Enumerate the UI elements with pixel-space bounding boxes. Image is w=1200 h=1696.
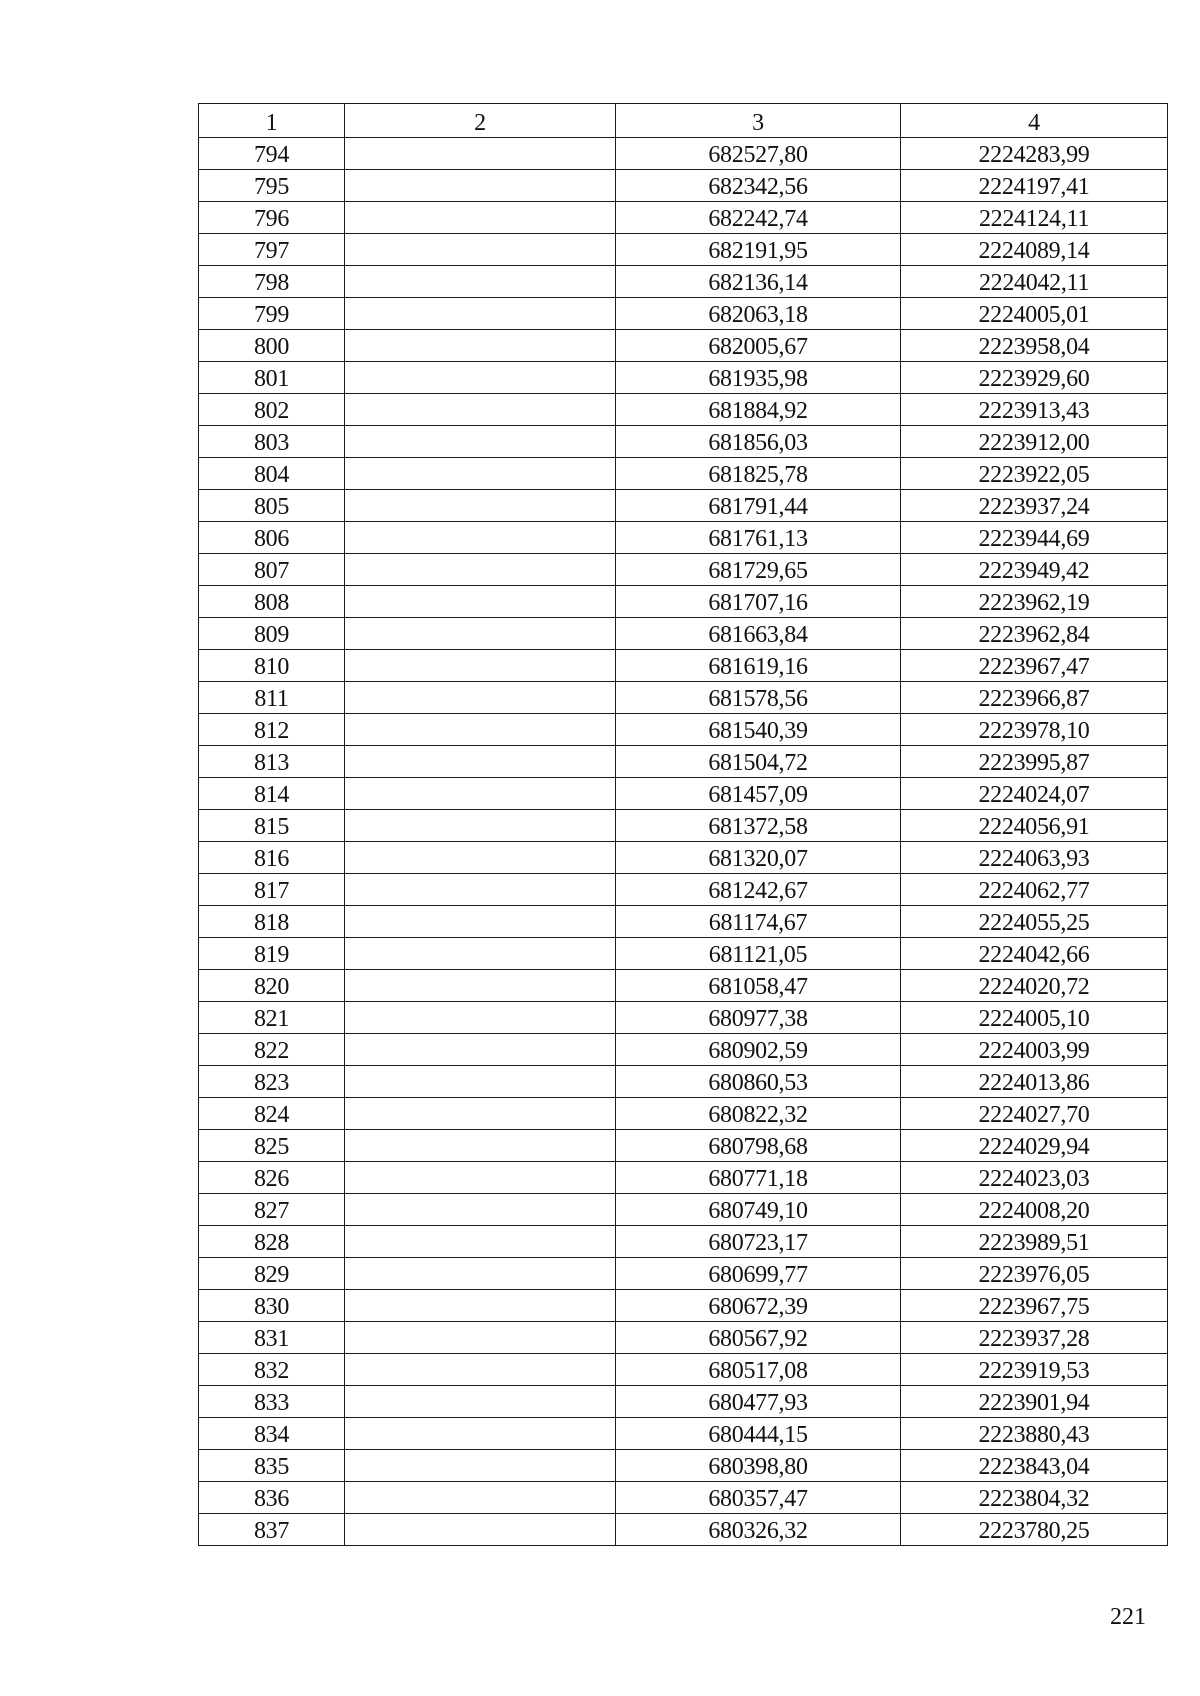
description-cell bbox=[345, 1194, 616, 1226]
coordinate-x-cell: 680798,68 bbox=[616, 1130, 901, 1162]
coordinate-y-cell: 2223962,19 bbox=[901, 586, 1168, 618]
point-number-cell: 833 bbox=[199, 1386, 345, 1418]
description-cell bbox=[345, 1034, 616, 1066]
table-row bbox=[199, 1290, 1168, 1322]
coordinate-y-cell: 2224056,91 bbox=[901, 810, 1168, 842]
coordinate-y-cell: 2223967,47 bbox=[901, 650, 1168, 682]
point-number-cell: 798 bbox=[199, 266, 345, 298]
description-cell bbox=[345, 522, 616, 554]
coordinate-x-cell: 680902,59 bbox=[616, 1034, 901, 1066]
table-row bbox=[199, 1130, 1168, 1162]
coordinate-x-cell: 680357,47 bbox=[616, 1482, 901, 1514]
table-row bbox=[199, 426, 1168, 458]
coordinates-table bbox=[198, 103, 1168, 1546]
description-cell bbox=[345, 1226, 616, 1258]
coordinate-x-cell: 682005,67 bbox=[616, 330, 901, 362]
point-number-cell: 832 bbox=[199, 1354, 345, 1386]
table-row bbox=[199, 650, 1168, 682]
table-row bbox=[199, 394, 1168, 426]
point-number-cell: 810 bbox=[199, 650, 345, 682]
description-cell bbox=[345, 234, 616, 266]
point-number-cell: 824 bbox=[199, 1098, 345, 1130]
point-number-cell: 802 bbox=[199, 394, 345, 426]
column-header-3: 3 bbox=[616, 104, 901, 138]
table-row bbox=[199, 938, 1168, 970]
point-number-cell: 803 bbox=[199, 426, 345, 458]
description-cell bbox=[345, 714, 616, 746]
point-number-cell: 811 bbox=[199, 682, 345, 714]
coordinate-x-cell: 680977,38 bbox=[616, 1002, 901, 1034]
point-number-cell: 808 bbox=[199, 586, 345, 618]
point-number-cell: 794 bbox=[199, 138, 345, 170]
table-row bbox=[199, 1354, 1168, 1386]
coordinate-x-cell: 681856,03 bbox=[616, 426, 901, 458]
table-row bbox=[199, 234, 1168, 266]
coordinate-y-cell: 2224124,11 bbox=[901, 202, 1168, 234]
coordinate-y-cell: 2224055,25 bbox=[901, 906, 1168, 938]
coordinate-y-cell: 2223966,87 bbox=[901, 682, 1168, 714]
description-cell bbox=[345, 746, 616, 778]
table-row bbox=[199, 1418, 1168, 1450]
coordinate-y-cell: 2224020,72 bbox=[901, 970, 1168, 1002]
description-cell bbox=[345, 1322, 616, 1354]
table-row bbox=[199, 714, 1168, 746]
description-cell bbox=[345, 170, 616, 202]
coordinate-y-cell: 2224005,10 bbox=[901, 1002, 1168, 1034]
coordinate-x-cell: 681457,09 bbox=[616, 778, 901, 810]
description-cell bbox=[345, 266, 616, 298]
coordinate-y-cell: 2223929,60 bbox=[901, 362, 1168, 394]
coordinate-x-cell: 682136,14 bbox=[616, 266, 901, 298]
point-number-cell: 818 bbox=[199, 906, 345, 938]
description-cell bbox=[345, 618, 616, 650]
table-row bbox=[199, 970, 1168, 1002]
table-row bbox=[199, 746, 1168, 778]
coordinate-x-cell: 681121,05 bbox=[616, 938, 901, 970]
table-row bbox=[199, 330, 1168, 362]
table-row bbox=[199, 682, 1168, 714]
description-cell bbox=[345, 810, 616, 842]
column-header-2: 2 bbox=[345, 104, 616, 138]
point-number-cell: 800 bbox=[199, 330, 345, 362]
coordinate-x-cell: 681707,16 bbox=[616, 586, 901, 618]
coordinate-x-cell: 680699,77 bbox=[616, 1258, 901, 1290]
coordinate-y-cell: 2224029,94 bbox=[901, 1130, 1168, 1162]
coordinate-y-cell: 2223937,24 bbox=[901, 490, 1168, 522]
coordinate-x-cell: 680723,17 bbox=[616, 1226, 901, 1258]
point-number-cell: 819 bbox=[199, 938, 345, 970]
coordinate-y-cell: 2223978,10 bbox=[901, 714, 1168, 746]
table-row bbox=[199, 1162, 1168, 1194]
point-number-cell: 813 bbox=[199, 746, 345, 778]
point-number-cell: 827 bbox=[199, 1194, 345, 1226]
point-number-cell: 831 bbox=[199, 1322, 345, 1354]
description-cell bbox=[345, 1386, 616, 1418]
description-cell bbox=[345, 1130, 616, 1162]
coordinate-x-cell: 682242,74 bbox=[616, 202, 901, 234]
point-number-cell: 830 bbox=[199, 1290, 345, 1322]
coordinate-x-cell: 681372,58 bbox=[616, 810, 901, 842]
point-number-cell: 799 bbox=[199, 298, 345, 330]
table-row bbox=[199, 458, 1168, 490]
coordinate-x-cell: 681174,67 bbox=[616, 906, 901, 938]
table-row bbox=[199, 1514, 1168, 1546]
coordinate-x-cell: 681791,44 bbox=[616, 490, 901, 522]
description-cell bbox=[345, 458, 616, 490]
coordinate-x-cell: 681884,92 bbox=[616, 394, 901, 426]
coordinate-x-cell: 680477,93 bbox=[616, 1386, 901, 1418]
table-body bbox=[199, 138, 1168, 1546]
point-number-cell: 826 bbox=[199, 1162, 345, 1194]
coordinate-x-cell: 681058,47 bbox=[616, 970, 901, 1002]
column-header-4: 4 bbox=[901, 104, 1168, 138]
point-number-cell: 801 bbox=[199, 362, 345, 394]
coordinate-x-cell: 680860,53 bbox=[616, 1066, 901, 1098]
page-number: 221 bbox=[1110, 1604, 1146, 1630]
table-row bbox=[199, 1034, 1168, 1066]
coordinate-x-cell: 680749,10 bbox=[616, 1194, 901, 1226]
table-row bbox=[199, 522, 1168, 554]
point-number-cell: 814 bbox=[199, 778, 345, 810]
description-cell bbox=[345, 1258, 616, 1290]
point-number-cell: 828 bbox=[199, 1226, 345, 1258]
coordinate-y-cell: 2223958,04 bbox=[901, 330, 1168, 362]
coordinate-x-cell: 681729,65 bbox=[616, 554, 901, 586]
description-cell bbox=[345, 1418, 616, 1450]
table-row bbox=[199, 170, 1168, 202]
coordinate-y-cell: 2223949,42 bbox=[901, 554, 1168, 586]
description-cell bbox=[345, 394, 616, 426]
description-cell bbox=[345, 650, 616, 682]
description-cell bbox=[345, 1002, 616, 1034]
coordinate-x-cell: 681504,72 bbox=[616, 746, 901, 778]
coordinate-y-cell: 2223989,51 bbox=[901, 1226, 1168, 1258]
description-cell bbox=[345, 298, 616, 330]
coordinate-y-cell: 2224013,86 bbox=[901, 1066, 1168, 1098]
point-number-cell: 836 bbox=[199, 1482, 345, 1514]
coordinate-y-cell: 2224024,07 bbox=[901, 778, 1168, 810]
table-row bbox=[199, 298, 1168, 330]
description-cell bbox=[345, 1098, 616, 1130]
point-number-cell: 820 bbox=[199, 970, 345, 1002]
table-row bbox=[199, 1258, 1168, 1290]
coordinate-x-cell: 682063,18 bbox=[616, 298, 901, 330]
table-row bbox=[199, 202, 1168, 234]
table-row bbox=[199, 362, 1168, 394]
coordinate-y-cell: 2223843,04 bbox=[901, 1450, 1168, 1482]
coordinate-y-cell: 2224003,99 bbox=[901, 1034, 1168, 1066]
coordinate-x-cell: 680567,92 bbox=[616, 1322, 901, 1354]
table-row bbox=[199, 1450, 1168, 1482]
point-number-cell: 837 bbox=[199, 1514, 345, 1546]
point-number-cell: 822 bbox=[199, 1034, 345, 1066]
point-number-cell: 816 bbox=[199, 842, 345, 874]
description-cell bbox=[345, 842, 616, 874]
description-cell bbox=[345, 362, 616, 394]
coordinate-x-cell: 680326,32 bbox=[616, 1514, 901, 1546]
coordinate-x-cell: 682527,80 bbox=[616, 138, 901, 170]
coordinate-x-cell: 680444,15 bbox=[616, 1418, 901, 1450]
coordinate-y-cell: 2223913,43 bbox=[901, 394, 1168, 426]
description-cell bbox=[345, 586, 616, 618]
table-row bbox=[199, 778, 1168, 810]
coordinate-y-cell: 2224089,14 bbox=[901, 234, 1168, 266]
table-row bbox=[199, 618, 1168, 650]
description-cell bbox=[345, 1290, 616, 1322]
description-cell bbox=[345, 138, 616, 170]
point-number-cell: 806 bbox=[199, 522, 345, 554]
table-row bbox=[199, 1226, 1168, 1258]
description-cell bbox=[345, 906, 616, 938]
point-number-cell: 797 bbox=[199, 234, 345, 266]
coordinate-y-cell: 2223944,69 bbox=[901, 522, 1168, 554]
coordinate-y-cell: 2223967,75 bbox=[901, 1290, 1168, 1322]
description-cell bbox=[345, 938, 616, 970]
description-cell bbox=[345, 426, 616, 458]
point-number-cell: 823 bbox=[199, 1066, 345, 1098]
table-row bbox=[199, 1482, 1168, 1514]
coordinate-x-cell: 682342,56 bbox=[616, 170, 901, 202]
coordinate-y-cell: 2224005,01 bbox=[901, 298, 1168, 330]
table-row bbox=[199, 554, 1168, 586]
description-cell bbox=[345, 554, 616, 586]
table-row bbox=[199, 810, 1168, 842]
coordinate-x-cell: 680771,18 bbox=[616, 1162, 901, 1194]
coordinate-y-cell: 2223912,00 bbox=[901, 426, 1168, 458]
coordinate-y-cell: 2223995,87 bbox=[901, 746, 1168, 778]
coordinate-y-cell: 2224283,99 bbox=[901, 138, 1168, 170]
coordinate-x-cell: 681935,98 bbox=[616, 362, 901, 394]
coordinate-y-cell: 2223937,28 bbox=[901, 1322, 1168, 1354]
table-row bbox=[199, 906, 1168, 938]
coordinate-x-cell: 680398,80 bbox=[616, 1450, 901, 1482]
coordinate-y-cell: 2223919,53 bbox=[901, 1354, 1168, 1386]
column-header-1: 1 bbox=[199, 104, 345, 138]
point-number-cell: 821 bbox=[199, 1002, 345, 1034]
description-cell bbox=[345, 1066, 616, 1098]
coordinate-y-cell: 2224197,41 bbox=[901, 170, 1168, 202]
table-row bbox=[199, 586, 1168, 618]
coordinate-y-cell: 2223901,94 bbox=[901, 1386, 1168, 1418]
description-cell bbox=[345, 490, 616, 522]
table-row bbox=[199, 490, 1168, 522]
point-number-cell: 805 bbox=[199, 490, 345, 522]
coordinate-x-cell: 681761,13 bbox=[616, 522, 901, 554]
point-number-cell: 835 bbox=[199, 1450, 345, 1482]
coordinate-y-cell: 2224042,11 bbox=[901, 266, 1168, 298]
table-header-row bbox=[199, 104, 1168, 138]
coordinate-x-cell: 681540,39 bbox=[616, 714, 901, 746]
coordinate-y-cell: 2223962,84 bbox=[901, 618, 1168, 650]
coordinate-y-cell: 2224027,70 bbox=[901, 1098, 1168, 1130]
table-row bbox=[199, 266, 1168, 298]
coordinate-y-cell: 2223804,32 bbox=[901, 1482, 1168, 1514]
coordinate-x-cell: 681320,07 bbox=[616, 842, 901, 874]
point-number-cell: 829 bbox=[199, 1258, 345, 1290]
coordinate-x-cell: 680672,39 bbox=[616, 1290, 901, 1322]
point-number-cell: 809 bbox=[199, 618, 345, 650]
coordinate-x-cell: 681242,67 bbox=[616, 874, 901, 906]
point-number-cell: 807 bbox=[199, 554, 345, 586]
coordinate-x-cell: 681663,84 bbox=[616, 618, 901, 650]
point-number-cell: 817 bbox=[199, 874, 345, 906]
description-cell bbox=[345, 778, 616, 810]
coordinate-x-cell: 681825,78 bbox=[616, 458, 901, 490]
coordinate-y-cell: 2224062,77 bbox=[901, 874, 1168, 906]
table-row bbox=[199, 1386, 1168, 1418]
description-cell bbox=[345, 202, 616, 234]
coordinate-y-cell: 2223880,43 bbox=[901, 1418, 1168, 1450]
description-cell bbox=[345, 874, 616, 906]
point-number-cell: 815 bbox=[199, 810, 345, 842]
description-cell bbox=[345, 1450, 616, 1482]
coordinate-y-cell: 2223922,05 bbox=[901, 458, 1168, 490]
table-row bbox=[199, 1322, 1168, 1354]
coordinate-y-cell: 2223780,25 bbox=[901, 1514, 1168, 1546]
description-cell bbox=[345, 970, 616, 1002]
table-row bbox=[199, 874, 1168, 906]
coordinate-x-cell: 681578,56 bbox=[616, 682, 901, 714]
description-cell bbox=[345, 330, 616, 362]
description-cell bbox=[345, 1482, 616, 1514]
description-cell bbox=[345, 1354, 616, 1386]
table-row bbox=[199, 138, 1168, 170]
coordinate-x-cell: 682191,95 bbox=[616, 234, 901, 266]
point-number-cell: 834 bbox=[199, 1418, 345, 1450]
description-cell bbox=[345, 1514, 616, 1546]
coordinate-x-cell: 681619,16 bbox=[616, 650, 901, 682]
coordinate-x-cell: 680822,32 bbox=[616, 1098, 901, 1130]
table-row bbox=[199, 842, 1168, 874]
table-row bbox=[199, 1098, 1168, 1130]
coordinate-y-cell: 2224008,20 bbox=[901, 1194, 1168, 1226]
coordinate-y-cell: 2224063,93 bbox=[901, 842, 1168, 874]
description-cell bbox=[345, 682, 616, 714]
table-row bbox=[199, 1002, 1168, 1034]
description-cell bbox=[345, 1162, 616, 1194]
point-number-cell: 796 bbox=[199, 202, 345, 234]
coordinate-x-cell: 680517,08 bbox=[616, 1354, 901, 1386]
point-number-cell: 812 bbox=[199, 714, 345, 746]
point-number-cell: 795 bbox=[199, 170, 345, 202]
coordinate-y-cell: 2223976,05 bbox=[901, 1258, 1168, 1290]
point-number-cell: 825 bbox=[199, 1130, 345, 1162]
coordinate-y-cell: 2224023,03 bbox=[901, 1162, 1168, 1194]
coordinate-y-cell: 2224042,66 bbox=[901, 938, 1168, 970]
table-row bbox=[199, 1194, 1168, 1226]
point-number-cell: 804 bbox=[199, 458, 345, 490]
table-row bbox=[199, 1066, 1168, 1098]
